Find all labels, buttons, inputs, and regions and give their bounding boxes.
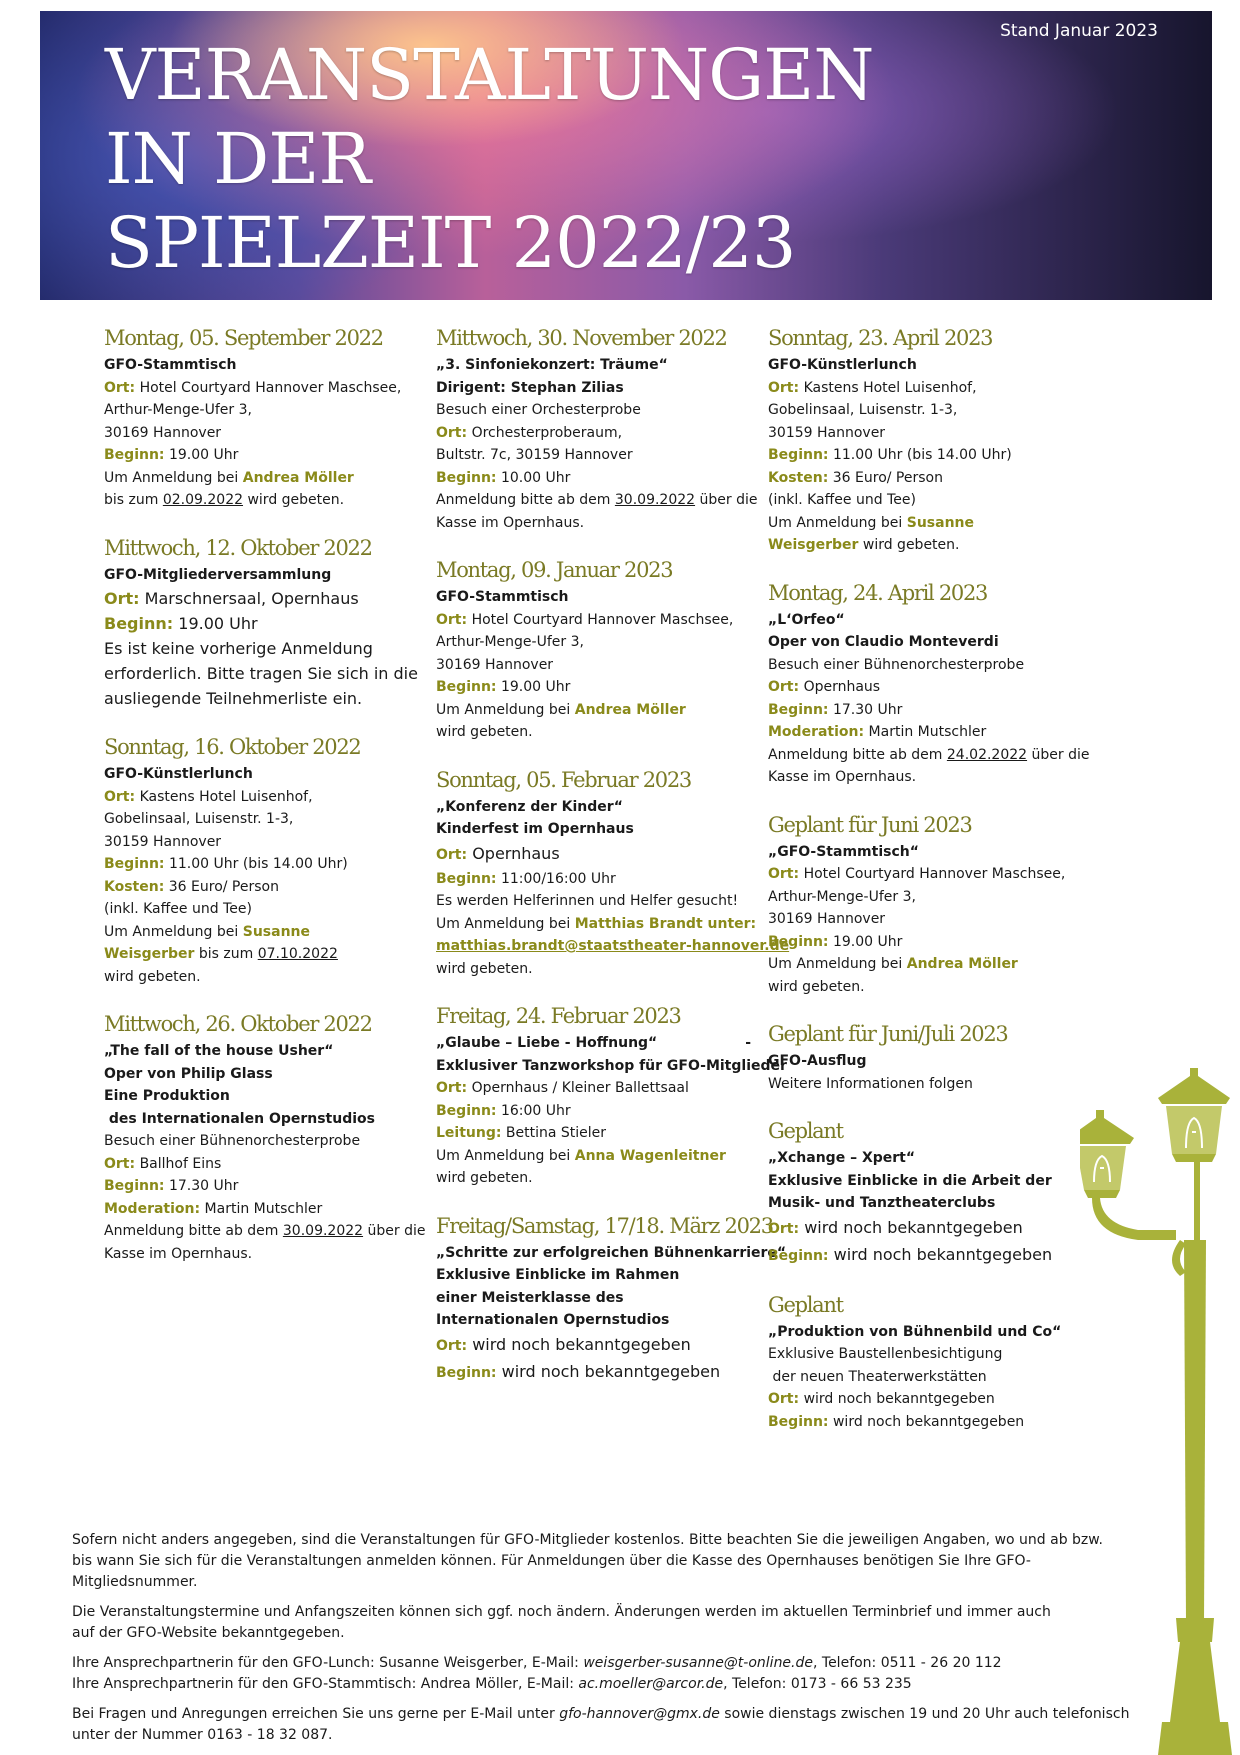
contact-name: Andrea Möller bbox=[906, 956, 1018, 972]
footer-text: Die Veranstaltungstermine und Anfangszeiten können sich ggf. noch ändern. Änderungen werden im aktuellen Terminbrief und immer auch bbox=[72, 1604, 1051, 1620]
event-subtitle: Oper von Claudio Monteverdi bbox=[768, 634, 999, 650]
registration-text: Um Anmeldung bei bbox=[104, 469, 239, 486]
event-card bbox=[768, 1020, 1098, 1095]
title-line-1: VERANSTALTUNGEN bbox=[105, 34, 874, 116]
beginn-label: Beginn: bbox=[436, 870, 497, 887]
registration-location: Kasse im Opernhaus. bbox=[436, 514, 585, 531]
event-location-line: 30169 Hannover bbox=[104, 424, 222, 441]
event-location: Hotel Courtyard Hannover Maschsee, bbox=[803, 866, 1066, 882]
event-location-line: Gobelinsaal, Luisenstr. 1-3, bbox=[768, 402, 958, 418]
event-date: Sonntag, 16. Oktober 2022 bbox=[104, 735, 361, 759]
event-start: 17.30 Uhr bbox=[832, 701, 903, 718]
event-description: Besuch einer Orchesterprobe bbox=[436, 402, 641, 418]
event-date: Freitag/Samstag, 17/18. März 2023 bbox=[436, 1213, 773, 1238]
event-location: Opernhaus bbox=[472, 843, 560, 863]
registration-text: Anmeldung bitte ab dem bbox=[768, 746, 943, 763]
ort-label: Ort: bbox=[768, 1391, 800, 1407]
event-card bbox=[768, 1117, 1098, 1269]
event-location: Ballhof Eins bbox=[139, 1155, 222, 1172]
ort-label: Ort: bbox=[436, 846, 468, 863]
footer-text: Sofern nicht anders angegeben, sind die Veranstaltungen für GFO-Mitglieder kostenlos. Bitte beachten Sie die jeweiligen Angaben, wo und ab bzw. bbox=[72, 1532, 1103, 1548]
beginn-label: Beginn: bbox=[436, 469, 497, 486]
event-location: Kastens Hotel Luisenhof, bbox=[803, 379, 977, 396]
stammtisch-email-link[interactable]: ac.moeller@arcor.de bbox=[578, 1676, 724, 1692]
events-column-2 bbox=[436, 324, 790, 1408]
event-subtitle: Exklusiver Tanzworkshop für GFO-Mitglieder bbox=[436, 1057, 787, 1074]
beginn-label: Beginn: bbox=[104, 614, 174, 633]
event-title: „Konferenz der Kinder“ bbox=[436, 798, 623, 815]
contact-name: Andrea Möller bbox=[242, 469, 354, 486]
event-location: Marschnersaal, Opernhaus bbox=[144, 589, 359, 608]
event-description: Exklusive Baustellenbesichtigung bbox=[768, 1346, 1003, 1362]
beginn-label: Beginn: bbox=[768, 933, 829, 950]
event-note: erforderlich. Bitte tragen Sie sich in die bbox=[104, 664, 418, 683]
event-date: Montag, 09. Januar 2023 bbox=[436, 558, 673, 582]
event-card bbox=[436, 324, 756, 534]
registration-suffix: wird gebeten. bbox=[436, 960, 533, 977]
ort-label: Ort: bbox=[768, 1220, 800, 1237]
beginn-label: Beginn: bbox=[768, 447, 829, 463]
event-start: 19.00 Uhr bbox=[178, 614, 258, 633]
event-location: wird noch bekanntgegeben bbox=[804, 1217, 1023, 1237]
footer-paragraph-free bbox=[72, 1530, 1152, 1593]
event-title: „Schritte zur erfolgreichen Bühnenkarriere“ bbox=[436, 1244, 787, 1261]
registration-date: 30.09.2022 bbox=[282, 1223, 364, 1239]
moderation-label: Moderation: bbox=[768, 724, 865, 740]
event-start: 17.30 Uhr bbox=[168, 1178, 239, 1194]
footer-text: Bei Fragen und Anregungen erreichen Sie uns gerne per E-Mail unter bbox=[72, 1706, 560, 1722]
event-location-line: 30169 Hannover bbox=[436, 656, 554, 673]
gfo-email-link[interactable]: gfo-hannover@gmx.de bbox=[559, 1706, 720, 1722]
beginn-label: Beginn: bbox=[768, 1247, 829, 1264]
event-card bbox=[104, 733, 424, 988]
event-card bbox=[104, 1010, 424, 1265]
kosten-label: Kosten: bbox=[104, 878, 165, 895]
event-note: Es werden Helferinnen und Helfer gesucht! bbox=[436, 893, 739, 909]
event-date: Mittwoch, 12. Oktober 2022 bbox=[104, 535, 372, 560]
event-leader: Bettina Stieler bbox=[505, 1125, 607, 1141]
event-subtitle: Internationalen Opernstudios bbox=[436, 1312, 670, 1328]
event-date: Mittwoch, 26. Oktober 2022 bbox=[104, 1012, 372, 1036]
contact-email-link[interactable]: matthias.brandt@staatstheater-hannover.de bbox=[436, 938, 790, 954]
registration-text: Um Anmeldung bei bbox=[436, 1147, 571, 1164]
registration-text: Um Anmeldung bei bbox=[436, 701, 571, 718]
event-cost: 36 Euro/ Person bbox=[832, 469, 943, 486]
event-location-line: Arthur-Menge-Ufer 3, bbox=[768, 888, 916, 905]
ort-label: Ort: bbox=[768, 679, 800, 695]
lunch-email-link[interactable]: weisgerber-susanne@t-online.de bbox=[583, 1655, 813, 1671]
event-card bbox=[436, 766, 790, 981]
beginn-label: Beginn: bbox=[436, 1102, 497, 1119]
event-title-dash: - bbox=[745, 1035, 752, 1051]
footer-text: Ihre Ansprechpartnerin für den GFO-Lunch: Susanne Weisgerber, E-Mail: bbox=[72, 1655, 584, 1671]
event-title: GFO-Ausflug bbox=[768, 1053, 867, 1069]
event-title: „3. Sinfoniekonzert: Träume“ bbox=[436, 357, 668, 373]
event-location-line: Arthur-Menge-Ufer 3, bbox=[436, 634, 584, 650]
event-subtitle: Musik- und Tanztheaterclubs bbox=[768, 1195, 996, 1211]
event-title: „Glaube – Liebe - Hoffnung“ bbox=[436, 1035, 658, 1051]
registration-text: Anmeldung bitte ab dem bbox=[436, 492, 611, 508]
event-title: „Produktion von Bühnenbild und Co“ bbox=[768, 1323, 1062, 1340]
event-card bbox=[768, 1291, 1098, 1434]
event-card bbox=[104, 534, 424, 712]
deadline-date: 02.09.2022 bbox=[162, 492, 244, 508]
event-title: GFO-Stammtisch bbox=[104, 357, 237, 373]
contact-name: Matthias Brandt unter: bbox=[574, 915, 757, 932]
event-card bbox=[436, 1002, 787, 1190]
event-start: 19.00 Uhr bbox=[168, 447, 239, 463]
event-location: Orchesterproberaum, bbox=[471, 424, 623, 441]
registration-suffix: wird gebeten. bbox=[436, 1170, 533, 1186]
event-start: 11.00 Uhr (bis 14.00 Uhr) bbox=[168, 856, 348, 872]
event-start: wird noch bekanntgegeben bbox=[501, 1361, 721, 1381]
event-start: 19.00 Uhr bbox=[500, 679, 571, 695]
footer-text: auf der GFO-Website bekanntgegeben. bbox=[72, 1625, 345, 1641]
contact-name: Weisgerber bbox=[768, 537, 859, 553]
event-start: 11:00/16:00 Uhr bbox=[500, 870, 616, 887]
event-subtitle: Exklusive Einblicke im Rahmen bbox=[436, 1267, 680, 1283]
deadline-suffix: wird gebeten. bbox=[247, 492, 345, 508]
event-date: Geplant für Juni/Juli 2023 bbox=[768, 1022, 1008, 1046]
registration-suffix: über die bbox=[1031, 746, 1090, 763]
event-subtitle: Exklusive Einblicke in die Arbeit der bbox=[768, 1172, 1052, 1189]
event-location: Kastens Hotel Luisenhof, bbox=[139, 788, 313, 805]
beginn-label: Beginn: bbox=[104, 1178, 165, 1194]
ort-label: Ort: bbox=[436, 424, 468, 441]
registration-suffix: über die bbox=[699, 492, 758, 508]
event-date: Geplant bbox=[768, 1119, 843, 1143]
footer-text: , Telefon: 0511 - 26 20 112 bbox=[813, 1655, 1002, 1671]
registration-suffix: über die bbox=[367, 1223, 426, 1239]
ort-label: Ort: bbox=[104, 589, 140, 608]
footer-paragraph-contacts bbox=[72, 1653, 1152, 1695]
event-start: 16:00 Uhr bbox=[500, 1102, 571, 1119]
event-title: GFO-Künstlerlunch bbox=[104, 766, 253, 782]
events-column-3 bbox=[768, 324, 1098, 1455]
registration-date: 30.09.2022 bbox=[614, 492, 696, 508]
contact-name: Susanne bbox=[906, 514, 975, 531]
registration-text: Um Anmeldung bei bbox=[768, 514, 903, 531]
event-date: Geplant bbox=[768, 1292, 843, 1317]
registration-text: Um Anmeldung bei bbox=[104, 923, 239, 940]
stand-date: Stand Januar 2023 bbox=[1000, 21, 1158, 41]
event-cost-note: (inkl. Kaffee und Tee) bbox=[768, 492, 916, 508]
deadline-date: 07.10.2022 bbox=[257, 946, 338, 962]
ort-label: Ort: bbox=[436, 611, 468, 628]
event-description: der neuen Theaterwerkstätten bbox=[768, 1368, 987, 1385]
moderation-label: Moderation: bbox=[104, 1200, 201, 1217]
registration-suffix: wird gebeten. bbox=[862, 537, 960, 553]
event-subtitle: Eine Produktion bbox=[104, 1088, 230, 1104]
beginn-label: Beginn: bbox=[436, 1364, 497, 1381]
footer-notes bbox=[72, 1530, 1152, 1755]
event-card bbox=[436, 1212, 787, 1386]
beginn-label: Beginn: bbox=[768, 1413, 829, 1430]
event-location: wird noch bekanntgegeben bbox=[803, 1391, 995, 1407]
event-date: Freitag, 24. Februar 2023 bbox=[436, 1004, 681, 1028]
event-date: Mittwoch, 30. November 2022 bbox=[436, 326, 727, 350]
event-title: „The fall of the house Usher“ bbox=[104, 1043, 334, 1059]
header-banner bbox=[40, 11, 1212, 300]
deadline-suffix: wird gebeten. bbox=[104, 968, 201, 985]
event-cost: 36 Euro/ Person bbox=[168, 878, 279, 895]
event-cost-note: (inkl. Kaffee und Tee) bbox=[104, 901, 252, 917]
footer-text: sowie dienstags zwischen 19 und 20 Uhr auch telefonisch bbox=[719, 1706, 1130, 1722]
event-note: Weitere Informationen folgen bbox=[768, 1075, 973, 1092]
contact-name: Anna Wagenleitner bbox=[574, 1147, 726, 1164]
event-moderator: Martin Mutschler bbox=[204, 1200, 323, 1217]
deadline-text: bis zum bbox=[198, 946, 254, 962]
registration-location: Kasse im Opernhaus. bbox=[104, 1245, 253, 1262]
deadline-text: bis zum bbox=[104, 492, 159, 508]
event-location: Hotel Courtyard Hannover Maschsee, bbox=[471, 611, 734, 628]
ort-label: Ort: bbox=[104, 379, 136, 396]
registration-text: Anmeldung bitte ab dem bbox=[104, 1223, 279, 1239]
beginn-label: Beginn: bbox=[436, 679, 497, 695]
event-card bbox=[436, 556, 756, 744]
event-location-line: 30159 Hannover bbox=[768, 424, 886, 441]
event-subtitle: Kinderfest im Opernhaus bbox=[436, 821, 634, 837]
event-location: Opernhaus / Kleiner Ballettsaal bbox=[471, 1080, 689, 1096]
registration-suffix: wird gebeten. bbox=[436, 724, 533, 740]
ort-label: Ort: bbox=[104, 788, 136, 805]
footer-paragraph-questions bbox=[72, 1704, 1152, 1746]
footer-text: unter der Nummer 0163 - 18 32 087. bbox=[72, 1727, 333, 1743]
page-title bbox=[105, 33, 874, 285]
kosten-label: Kosten: bbox=[768, 469, 829, 486]
contact-name: Susanne bbox=[242, 923, 311, 940]
event-card bbox=[768, 579, 1098, 789]
ort-label: Ort: bbox=[768, 866, 800, 882]
event-date: Sonntag, 23. April 2023 bbox=[768, 326, 993, 350]
event-location-line: Bultstr. 7c, 30159 Hannover bbox=[436, 447, 633, 463]
event-location-line: 30169 Hannover bbox=[768, 911, 886, 927]
event-location: Opernhaus bbox=[803, 679, 881, 695]
event-title: GFO-Mitgliederversammlung bbox=[104, 566, 332, 583]
event-card bbox=[768, 811, 1098, 999]
registration-suffix: wird gebeten. bbox=[768, 978, 865, 995]
title-line-3: SPIELZEIT 2022/23 bbox=[105, 202, 796, 284]
event-start: 19.00 Uhr bbox=[832, 933, 903, 950]
beginn-label: Beginn: bbox=[104, 447, 165, 463]
event-title: „GFO-Stammtisch“ bbox=[768, 843, 919, 860]
event-card bbox=[104, 324, 424, 512]
event-title: GFO-Stammtisch bbox=[436, 589, 569, 605]
footer-paragraph-changes bbox=[72, 1602, 1152, 1644]
event-card bbox=[768, 324, 1098, 557]
event-date: Montag, 05. September 2022 bbox=[104, 326, 383, 350]
leitung-label: Leitung: bbox=[436, 1125, 502, 1141]
registration-text: Um Anmeldung bei bbox=[768, 956, 903, 972]
event-date: Geplant für Juni 2023 bbox=[768, 812, 972, 837]
event-description: Besuch einer Bühnenorchesterprobe bbox=[768, 656, 1025, 673]
event-title: „L‘Orfeo“ bbox=[768, 611, 845, 628]
ort-label: Ort: bbox=[436, 1337, 468, 1354]
event-subtitle: des Internationalen Opernstudios bbox=[104, 1110, 375, 1127]
events-column-1 bbox=[104, 324, 424, 1287]
event-description: Besuch einer Bühnenorchesterprobe bbox=[104, 1133, 361, 1149]
event-subtitle: Oper von Philip Glass bbox=[104, 1065, 273, 1082]
title-line-2: IN DER bbox=[105, 118, 371, 200]
footer-text: , Telefon: 0173 - 66 53 235 bbox=[723, 1676, 912, 1692]
event-start: 11.00 Uhr (bis 14.00 Uhr) bbox=[832, 447, 1012, 463]
event-moderator: Martin Mutschler bbox=[868, 724, 987, 740]
event-date: Montag, 24. April 2023 bbox=[768, 580, 988, 605]
event-note: ausliegende Teilnehmerliste ein. bbox=[104, 689, 363, 708]
event-note: Es ist keine vorherige Anmeldung bbox=[104, 639, 373, 658]
event-start: wird noch bekanntgegeben bbox=[832, 1413, 1025, 1430]
event-location-line: Gobelinsaal, Luisenstr. 1-3, bbox=[104, 811, 294, 827]
event-location-line: 30159 Hannover bbox=[104, 833, 222, 850]
event-subtitle: einer Meisterklasse des bbox=[436, 1289, 624, 1306]
contact-name: Andrea Möller bbox=[574, 701, 686, 718]
event-title: „Xchange – Xpert“ bbox=[768, 1150, 916, 1166]
event-subtitle: Dirigent: Stephan Zilias bbox=[436, 379, 624, 396]
registration-date: 24.02.2022 bbox=[946, 746, 1028, 763]
registration-text: Um Anmeldung bei bbox=[436, 915, 571, 932]
ort-label: Ort: bbox=[436, 1080, 468, 1096]
event-title: GFO-Künstlerlunch bbox=[768, 357, 917, 373]
beginn-label: Beginn: bbox=[104, 856, 165, 872]
street-lamp-illustration bbox=[1080, 1062, 1240, 1755]
footer-text: Ihre Ansprechpartnerin für den GFO-Stammtisch: Andrea Möller, E-Mail: bbox=[72, 1676, 579, 1692]
ort-label: Ort: bbox=[768, 379, 800, 396]
event-date: Sonntag, 05. Februar 2023 bbox=[436, 767, 691, 792]
event-location: Hotel Courtyard Hannover Maschsee, bbox=[139, 379, 402, 396]
event-location: wird noch bekanntgegeben bbox=[472, 1334, 691, 1354]
registration-location: Kasse im Opernhaus. bbox=[768, 769, 917, 785]
contact-name: Weisgerber bbox=[104, 946, 195, 962]
event-start: 10.00 Uhr bbox=[500, 469, 571, 486]
footer-text: bis wann Sie sich für die Veranstaltungen anmelden können. Für Anmeldungen über die Kasse des Opernhauses benötigen Sie Ihre GFO-Mitgliedsnummer. bbox=[72, 1553, 1031, 1590]
event-start: wird noch bekanntgegeben bbox=[833, 1244, 1053, 1264]
beginn-label: Beginn: bbox=[768, 701, 829, 718]
ort-label: Ort: bbox=[104, 1155, 136, 1172]
event-location-line: Arthur-Menge-Ufer 3, bbox=[104, 402, 252, 418]
